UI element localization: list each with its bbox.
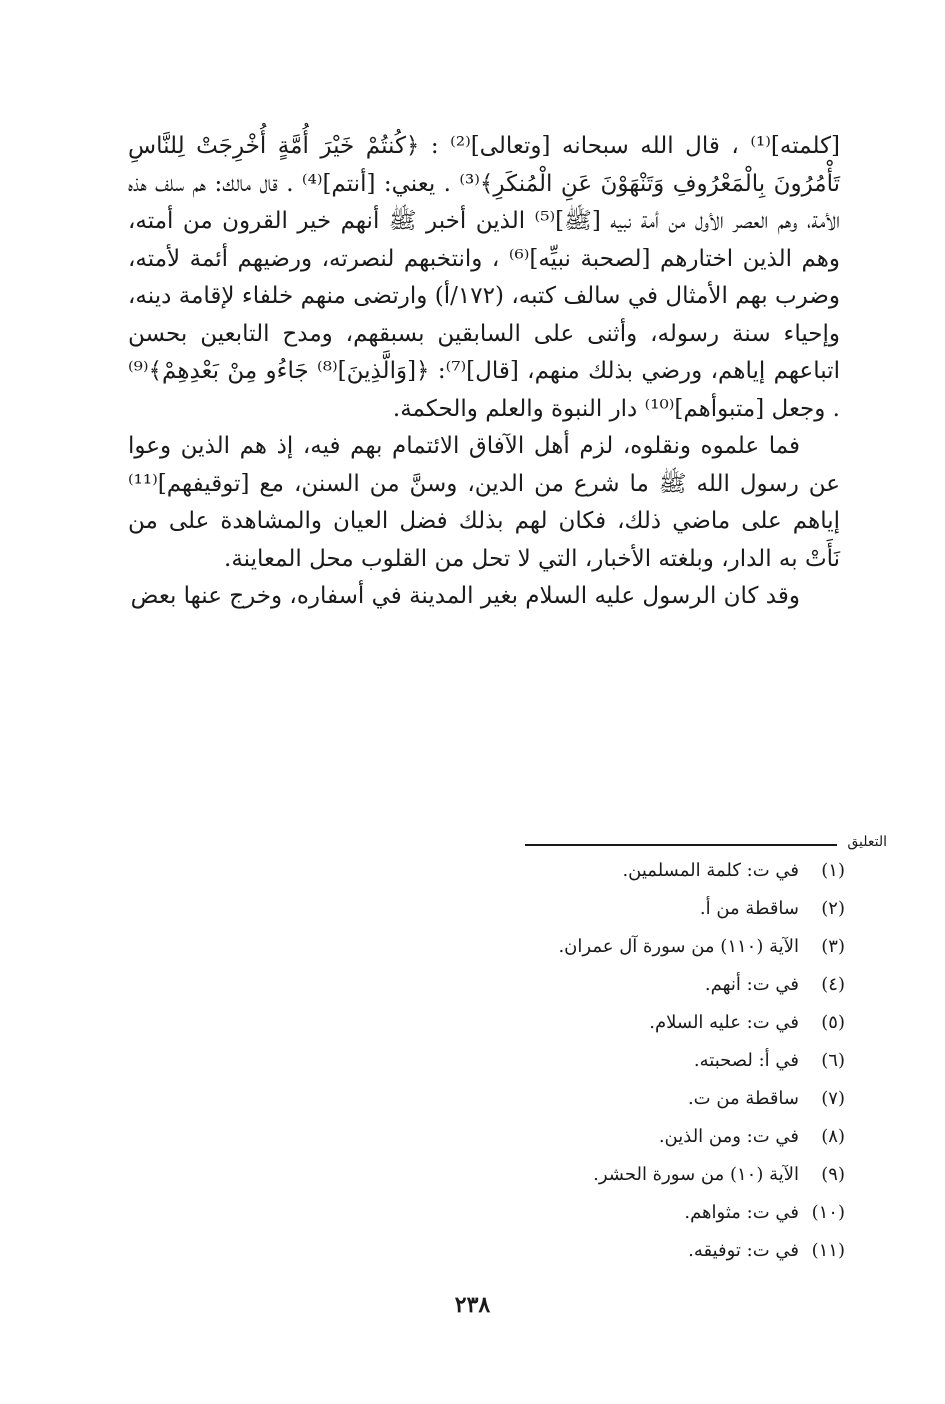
footnote-number: (٦) (821, 1050, 845, 1071)
footnote-number: (٧) (821, 1088, 845, 1109)
footnote-number: (٨) (821, 1126, 845, 1147)
footnote-text: في ت: مثواهم. (684, 1202, 799, 1223)
footnote-text: الآية (١٠) من سورة الحشر. (593, 1164, 799, 1185)
footnote-rule (525, 844, 837, 846)
footnote-item (385, 1080, 845, 1118)
footnote-number: (١٠) (811, 1202, 845, 1223)
footnote-list (385, 852, 845, 1270)
footnote-number: (٩) (821, 1164, 845, 1185)
footnote-item (385, 966, 845, 1004)
paragraph-3: وقد كان الرسول عليه السلام بغير المدينة في أسفاره، وخرج عنها بعض (130, 583, 800, 609)
footnote-item (385, 1156, 845, 1194)
paragraph-1: [كلمته]⁽¹⁾ ، قال الله سبحانه [وتعالى]⁽²⁾ : ﴿كُنتُمْ خَيْرَ أُمَّةٍ أُخْرِجَتْ لِلنَّاسِ تَأْمُرُونَ بِالْمَعْرُوفِ وَتَنْهَوْنَ عَنِ الْمُنكَرِ﴾⁽³⁾ . يعني: [أنتم]⁽⁴⁾ . قال مالك: هم سلف هذه الأمة، وهم العصر الأول من أمة نبيه [ﷺ]⁽⁵⁾ الذين أخبر ﷺ أنهم خير القرون من أمته، وهم الذين اختارهم [لصحبة نبيِّه]⁽⁶⁾ ، وانتخبهم لنصرته، ورضيهم أئمة لأمته، وضرب بهم الأمثال في سالف كتبه، (١٧٢/أ) وارتضى منهم خلفاء لإقامة دينه، وإحياء سنة رسوله، وأثنى على السابقين بسبقهم، ومدح التابعين بحسن اتباعهم إياهم، ورضي بذلك منهم، [قال]⁽⁷⁾: ﴿[وَالَّذِينَ]⁽⁸⁾ جَاءُو مِنْ بَعْدِهِمْ﴾⁽⁹⁾ . وجعل [متبوأهم]⁽¹⁰⁾ دار النبوة والعلم والحكمة. (128, 133, 841, 422)
footnote-number: (١١) (811, 1240, 845, 1261)
footnote-item (385, 928, 845, 966)
footnote-text: في ت: ومن الذين. (658, 1126, 799, 1147)
page-number: ٢٣٨ (454, 1292, 491, 1318)
footnote-text: الآية (١١٠) من سورة آل عمران. (558, 936, 799, 957)
main-text (128, 128, 840, 616)
footnote-label: التعليق (847, 834, 887, 850)
footnote-number: (٥) (821, 1012, 845, 1033)
footnote-item (385, 1232, 845, 1270)
footnote-number: (٤) (821, 974, 845, 995)
footnote-item (385, 890, 845, 928)
footnote-item (385, 1194, 845, 1232)
footnote-text: في ت: عليه السلام. (649, 1012, 799, 1033)
footnote-text: ساقطة من ت. (687, 1088, 799, 1109)
footnote-text: في أ: لصحبته. (693, 1050, 799, 1071)
footnote-text: ساقطة من أ. (699, 898, 799, 919)
footnote-text: في ت: أنهم. (704, 974, 799, 995)
footnote-item (385, 1004, 845, 1042)
paragraph-2: فما علموه ونقلوه، لزم أهل الآفاق الائتمام بهم فيه، إذ هم الذين وعوا عن رسول الله ﷺ ما شرع من الدين، وسنَّ من السنن، مع [توقيفهم]⁽¹¹⁾ إياهم على ماضي ذلك، فكان لهم بذلك فضل العيان والمشاهدة على من نَأَتْ به الدار، وبلغته الأخبار، التي لا تحل من القلوب محل المعاينة. (128, 433, 840, 572)
footnote-separator (525, 833, 887, 853)
footnote-item (385, 1118, 845, 1156)
footnote-number: (٢) (821, 898, 845, 919)
footnote-text: في ت: توفيقه. (688, 1240, 799, 1261)
footnote-item (385, 852, 845, 890)
footnote-number: (١) (821, 860, 845, 881)
footnote-number: (٣) (821, 936, 845, 957)
footnote-text: في ت: كلمة المسلمين. (622, 860, 799, 881)
footnote-item (385, 1042, 845, 1080)
